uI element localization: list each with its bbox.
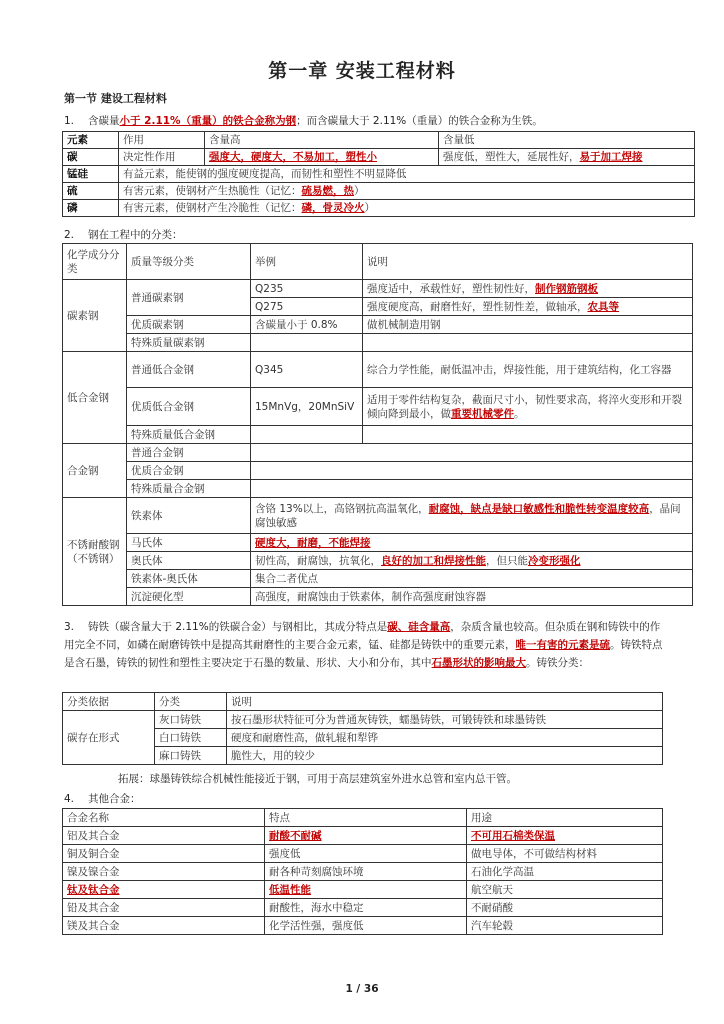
other-alloys-table: 合金名称 特点 用途 铝及其合金 耐酸不耐碱 不可用石棉类保温 铜及铜合金 强度低 做电导体，不可做结构材料 镍及镍合金 耐各种苛刻腐蚀环境 石油化学高温 钛及钛合金 低温性能 航空航天 铅及其合金 耐酸性，海水中稳定 不耐硝酸 镁及其合金 化学活性强，强度低 汽车轮毂 <box>62 808 663 935</box>
table-row: 钛及钛合金 低温性能 航空航天 <box>63 881 663 899</box>
section-title: 第一节 建设工程材料 <box>64 92 167 105</box>
table-row: 磷 有害元素，使钢材产生冷脆性（记忆：磷，骨灵冷火） <box>63 200 695 217</box>
table-row: 沉淀硬化型 高强度，耐腐蚀由于铁素体，制作高强度耐蚀容器 <box>63 588 693 606</box>
table-row: 优质碳素钢 含碳量小于 0.8% 做机械制造用钢 <box>63 316 693 334</box>
table-row: 铜及铜合金 强度低 做电导体，不可做结构材料 <box>63 845 663 863</box>
page-number: 1 / 36 <box>345 983 379 995</box>
extension-note: 拓展：球墨铸铁综合机械性能接近于钢，可用于高层建筑室外进水总管和室内总干管。 <box>118 773 517 785</box>
elements-table: 元素 作用 含量高 含量低 碳 决定性作用 强度大，硬度大，不易加工，塑性小 强度低，塑性大，延展性好，易于加工焊接 锰硅 有益元素，能使钢的强度硬度提高，而韧性和塑性不明显降低 硫 有害元素，使钢材产生热脆性（记忆：硫易燃，热） 磷 有害元素，使钢材产生冷脆性（记忆：磷，骨灵冷火） <box>62 131 695 217</box>
table-row: 铅及其合金 耐酸性，海水中稳定 不耐硝酸 <box>63 899 663 917</box>
table-row: 特殊质量碳素钢 <box>63 334 693 352</box>
table-row: 特殊质量低合金钢 <box>63 426 693 444</box>
table-row: 马氏体 硬度大，耐磨，不能焊接 <box>63 534 693 552</box>
table-row: 白口铸铁 硬度和耐磨性高，做轧辊和犁铧 <box>63 729 663 747</box>
cast-iron-table: 分类依据 分类 说明 碳存在形式 灰口铸铁 按石墨形状特征可分为普通灰铸铁，蠕墨铸铁，可锻铸铁和球墨铸铁 白口铸铁 硬度和耐磨性高，做轧辊和犁铧 麻口铸铁 脆性大，用的较少 <box>62 692 663 765</box>
table-row: 碳 决定性作用 强度大，硬度大，不易加工，塑性小 强度低，塑性大，延展性好，易于加工焊接 <box>63 149 695 166</box>
table-row: 奥氏体 韧性高，耐腐蚀，抗氧化，良好的加工和焊接性能，但只能冷变形强化 <box>63 552 693 570</box>
table-row: 锰硅 有益元素，能使钢的强度硬度提高，而韧性和塑性不明显降低 <box>63 166 695 183</box>
table-row: 优质低合金钢 15MnVg，20MnSiV 适用于零件结构复杂，截面尺寸小，韧性要求高，将淬火变形和开裂倾向降到最小，做重要机械零件。 <box>63 388 693 426</box>
table-row: 合金钢 普通合金钢 <box>63 444 693 462</box>
table-row: 低合金钢 普通低合金钢 Q345 综合力学性能，耐低温冲击，焊接性能，用于建筑结构，化工容器 <box>63 352 693 388</box>
table-row: 麻口铸铁 脆性大，用的较少 <box>63 747 663 765</box>
table-row: 优质合金钢 <box>63 462 693 480</box>
paragraph-3: 3. 铸铁（碳含量大于 2.11%的铁碳合金）与钢相比，其成分特点是碳、硅含量高，杂质含量也较高。但杂质在钢和铸铁中的作用完全不同，如磷在耐磨铸铁中是提高其耐磨性的主要合金元素，锰、硅都是铸铁中的重要元素，唯一有害的元素是硫。铸铁特点是含石墨，铸铁的韧性和塑性主要决定于石墨的数量、形状、大小和分布，其中石墨形状的影响最大。铸铁分类： <box>64 621 663 669</box>
paragraph-4: 4. 其他合金： <box>64 793 141 805</box>
table-row: Q275 强度硬度高，耐磨性好，塑性韧性差，做轴承，农具等 <box>63 298 693 316</box>
paragraph-2: 2. 钢在工程中的分类： <box>64 229 183 241</box>
table-row: 碳存在形式 灰口铸铁 按石墨形状特征可分为普通灰铸铁，蠕墨铸铁，可锻铸铁和球墨铸铁 <box>63 711 663 729</box>
table-row: 特殊质量合金钢 <box>63 480 693 498</box>
steel-classification-table: 化学成分分类 质量等级分类 举例 说明 碳素钢 普通碳素钢 Q235 强度适中，承载性好，塑性韧性好，制作钢筋钢板 Q275 强度硬度高，耐磨性好，塑性韧性差，做轴承，农具等 优质碳素钢 含碳量小于 0.8% 做机械制造用钢 特殊质量碳素钢 低合金钢 普通低合金钢 Q345 综合力学性能，耐低温冲击，焊接性能，用于建筑结构，化工容器 优质低合金钢 15MnVg，20MnSiV 适用于零件结构复杂，截面尺寸小，韧性要求高，将淬火变形和开裂倾向降到最小，做重要机械零件。 特殊质量低合金钢 合金钢 普通合金钢 优质合金钢 特殊质量合金钢 不锈耐酸钢（不锈钢） 铁素体 含铬 13%以上，高铬钢抗高温氧化，耐腐蚀，缺点是缺口敏感性和脆性转变温度较高，晶间腐蚀敏感 马氏体 硬度大，耐磨，不能焊接 奥氏体 韧性高，耐腐蚀，抗氧化，良好的加工和焊接性能，但只能冷变形强化 铁素体-奥氏体 集合二者优点 沉淀硬化型 高强度，耐腐蚀由于铁素体，制作高强度耐蚀容器 <box>62 243 693 606</box>
table-row: 碳素钢 普通碳素钢 Q235 强度适中，承载性好，塑性韧性好，制作钢筋钢板 <box>63 280 693 298</box>
table-row: 硫 有害元素，使钢材产生热脆性（记忆：硫易燃，热） <box>63 183 695 200</box>
table-row: 不锈耐酸钢（不锈钢） 铁素体 含铬 13%以上，高铬钢抗高温氧化，耐腐蚀，缺点是缺口敏感性和脆性转变温度较高，晶间腐蚀敏感 <box>63 498 693 534</box>
table-row: 铝及其合金 耐酸不耐碱 不可用石棉类保温 <box>63 827 663 845</box>
table-row: 镍及镍合金 耐各种苛刻腐蚀环境 石油化学高温 <box>63 863 663 881</box>
chapter-title: 第一章 安装工程材料 <box>268 60 456 82</box>
table-row: 镁及其合金 化学活性强，强度低 汽车轮毂 <box>63 917 663 935</box>
table-row: 铁素体-奥氏体 集合二者优点 <box>63 570 693 588</box>
paragraph-1: 1. 含碳量小于 2.11%（重量）的铁合金称为钢；而含碳量大于 2.11%（重量）的铁合金称为生铁。 <box>64 115 543 127</box>
